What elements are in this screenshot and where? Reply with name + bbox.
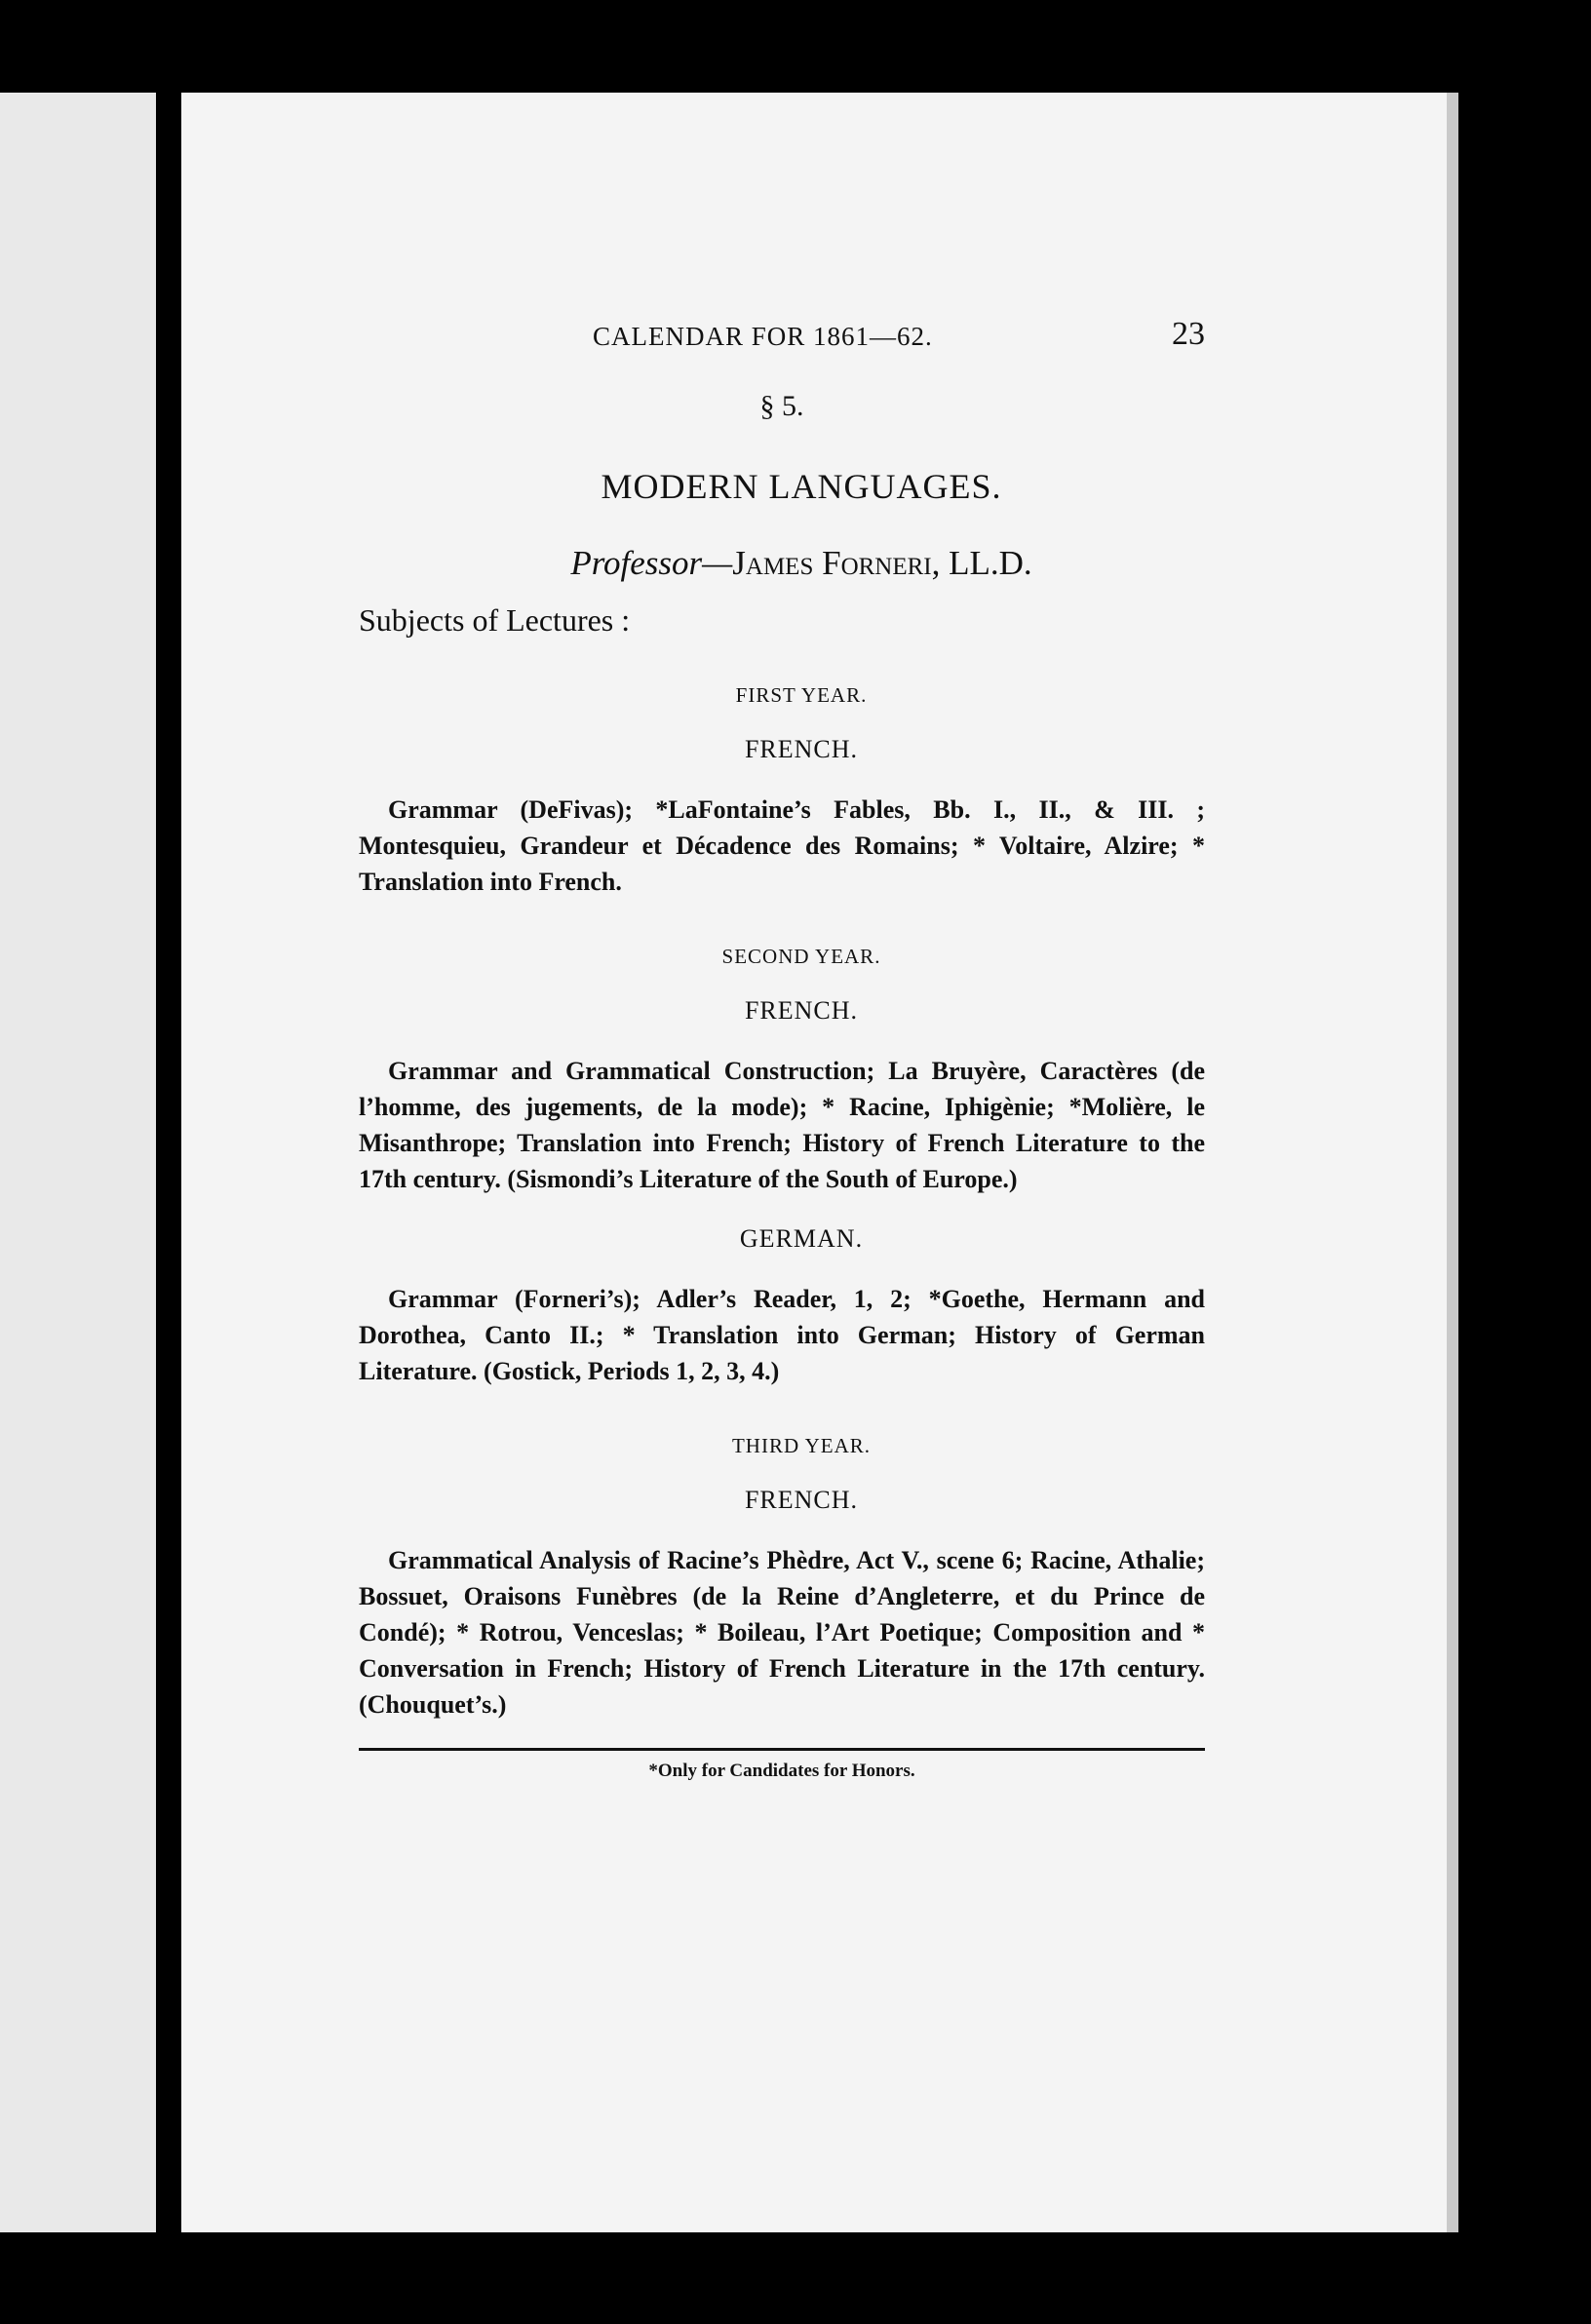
page-edge-strip (1447, 93, 1458, 2232)
first-year-french-text: Grammar (DeFivas); *LaFontaine’s Fables, Bb. I., II., & III. ; Montesquieu, Grandeur et Décadence des Romains; * Voltaire, Alzire; * Translation into French. (359, 795, 1205, 896)
page-number: 23 (1172, 316, 1205, 352)
professor-line (359, 544, 1205, 583)
language-heading-french-second: FRENCH. (744, 996, 859, 1025)
section-title: MODERN LANGUAGES. (601, 467, 1002, 506)
second-year-german-text: Grammar (Forneri’s); Adler’s Reader, 1, 2; *Goethe, Hermann and Dorothea, Canto II.; * Translation into German; History of German Literature. (Gostick, Periods 1, 2, 3, 4.) (359, 1285, 1205, 1385)
year-heading-first: FIRST YEAR. (735, 683, 868, 707)
book-spine-shadow (156, 93, 181, 2232)
footnote: *Only for Candidates for Honors. (648, 1761, 915, 1781)
footnote-rule (359, 1748, 1205, 1751)
language-heading-french-third: FRENCH. (744, 1486, 859, 1514)
professor-label: Professor— (570, 544, 733, 582)
running-head (359, 312, 1205, 359)
subjects-heading: Subjects of Lectures : (359, 602, 631, 638)
professor-name: James Forneri, LL.D. (732, 544, 1032, 582)
facing-page-edge (0, 93, 177, 2232)
year-heading-second: SECOND YEAR. (721, 945, 881, 968)
second-year-french-text: Grammar and Grammatical Construction; La Bruyère, Caractères (de l’homme, des jugements, de la mode); * Racine, Iphigènie; *Molière, le Misanthrope; Translation into French; History of French Literature to the 17th century. (Sismondi’s Literature of the South of Europe.) (359, 1057, 1205, 1193)
running-title: CALENDAR FOR 1861—62. (593, 322, 933, 351)
third-year-french-text: Grammatical Analysis of Racine’s Phèdre, Act V., scene 6; Racine, Athalie; Bossuet, Oraisons Funèbres (de la Reine d’Angleterre, et du Prince de Condé); * Rotrou, Venceslas; * Boileau, l’Art Poetique; Composition and * Conversation in French; History of French Literature in the 17th century. (Chouquet’s.) (359, 1546, 1205, 1719)
language-heading-french-first: FRENCH. (744, 735, 859, 763)
page-content (359, 312, 1205, 1782)
language-heading-german: GERMAN. (739, 1224, 864, 1253)
year-heading-third: THIRD YEAR. (731, 1434, 872, 1457)
section-number: § 5. (759, 390, 804, 422)
